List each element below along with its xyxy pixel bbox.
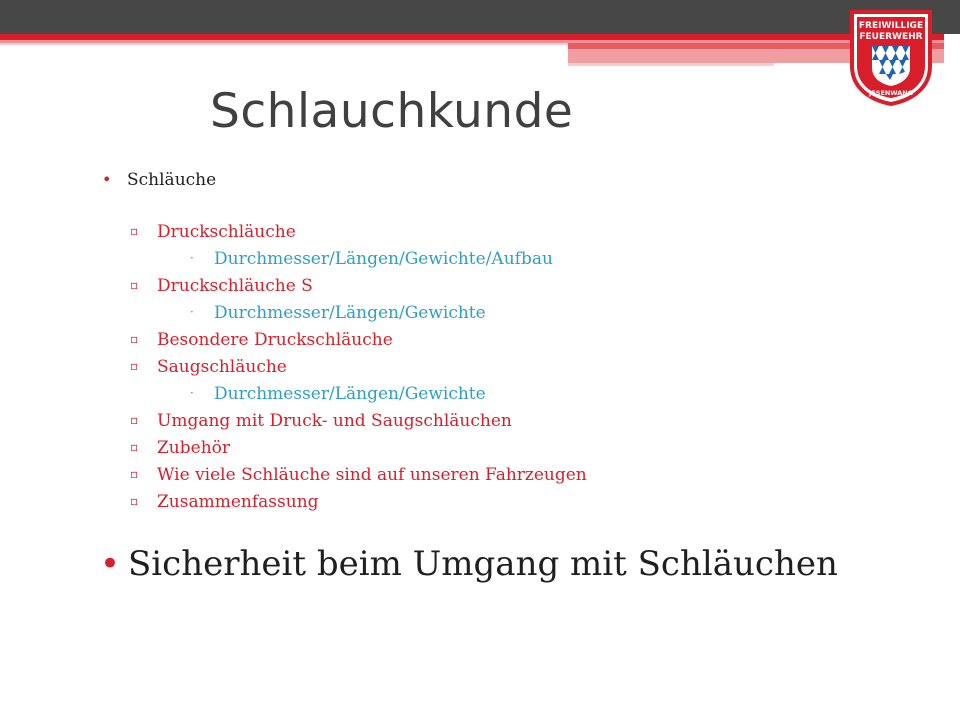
dot-bullet-icon: · bbox=[190, 305, 194, 319]
list-item bbox=[130, 276, 313, 296]
bullet-marker: • bbox=[102, 170, 112, 189]
list-item bbox=[130, 411, 512, 431]
list-item bbox=[190, 249, 553, 269]
dot-bullet-icon: · bbox=[190, 386, 194, 400]
list-item bbox=[130, 465, 587, 485]
list-item-text: Durchmesser/Längen/Gewichte bbox=[214, 303, 486, 323]
list-item-text: Druckschläuche S bbox=[157, 276, 313, 296]
square-bullet-icon: ▫ bbox=[130, 332, 139, 346]
list-item bbox=[190, 384, 486, 404]
list-item-text: Besondere Druckschläuche bbox=[157, 330, 393, 350]
level1-item: Schläuche bbox=[127, 170, 217, 190]
highlight-item: Sicherheit beim Umgang mit Schläuchen bbox=[128, 544, 838, 584]
list-item bbox=[130, 330, 393, 350]
logo-line-1: FREIWILLIGE bbox=[858, 21, 924, 31]
bullet-marker: • bbox=[100, 544, 121, 584]
square-bullet-icon: ▫ bbox=[130, 278, 139, 292]
square-bullet-icon: ▫ bbox=[130, 494, 139, 508]
header-stripe bbox=[0, 43, 568, 45]
dot-bullet-icon: · bbox=[190, 251, 194, 265]
logo-line-2: FEUERWEHR bbox=[859, 32, 923, 42]
slide-title: Schlauchkunde bbox=[210, 84, 574, 139]
header-stripe bbox=[568, 63, 774, 66]
list-item-text: Durchmesser/Längen/Gewichte/Aufbau bbox=[214, 249, 553, 269]
list-item-text: Wie viele Schläuche sind auf unseren Fahrzeugen bbox=[157, 465, 587, 485]
square-bullet-icon: ▫ bbox=[130, 413, 139, 427]
square-bullet-icon: ▫ bbox=[130, 359, 139, 373]
square-bullet-icon: ▫ bbox=[130, 440, 139, 454]
list-item-text: Durchmesser/Längen/Gewichte bbox=[214, 384, 486, 404]
list-item bbox=[130, 438, 230, 458]
list-item-text: Saugschläuche bbox=[157, 357, 287, 377]
top-bar bbox=[0, 0, 960, 34]
list-item-text: Zusammenfassung bbox=[157, 492, 319, 512]
logo-line-3: JESENWANG bbox=[868, 89, 914, 97]
square-bullet-icon: ▫ bbox=[130, 467, 139, 481]
list-item bbox=[190, 303, 486, 323]
list-item bbox=[130, 492, 319, 512]
list-item bbox=[130, 222, 296, 242]
list-item bbox=[130, 357, 287, 377]
list-item-text: Druckschläuche bbox=[157, 222, 296, 242]
list-item-text: Zubehör bbox=[157, 438, 231, 458]
list-item-text: Umgang mit Druck- und Saugschläuchen bbox=[157, 411, 512, 431]
square-bullet-icon: ▫ bbox=[130, 224, 139, 238]
fire-brigade-crest-icon bbox=[848, 8, 934, 106]
